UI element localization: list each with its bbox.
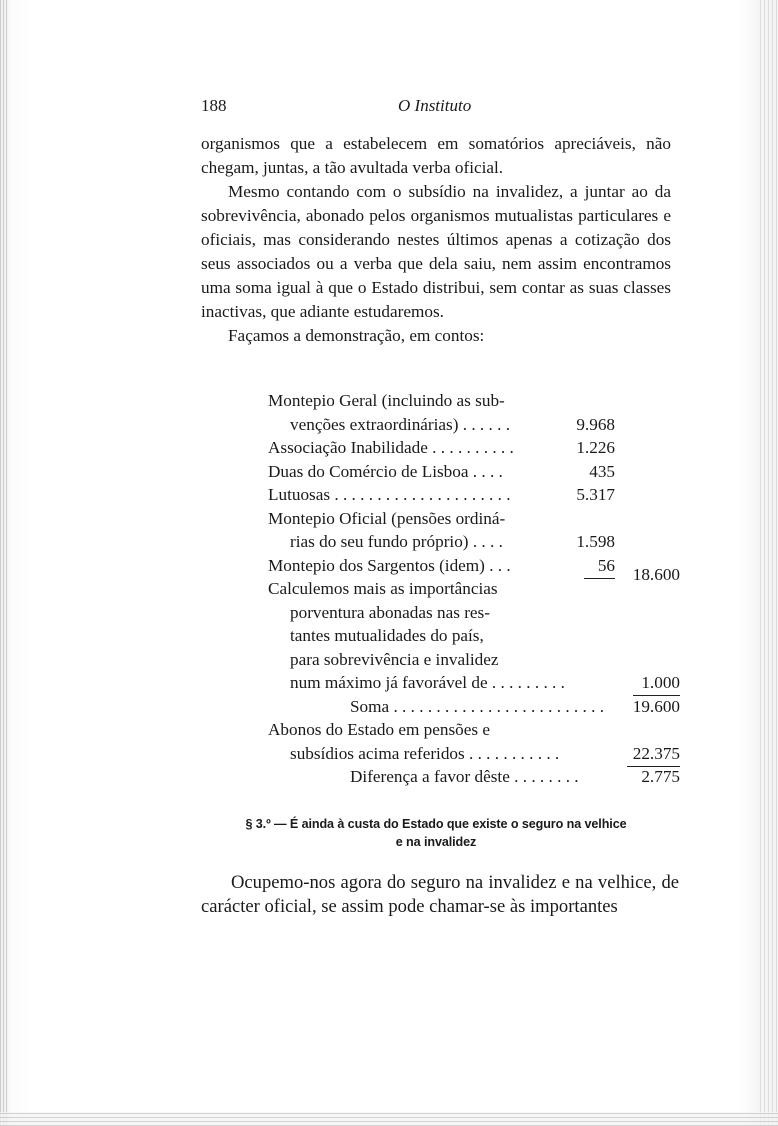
soma-label: Soma . . . . . . . . . . . . . . . . . . . . . . . . . — [350, 696, 604, 716]
row-value: 435 — [589, 461, 615, 481]
page-edge-bottom — [0, 1112, 778, 1126]
table-row — [268, 413, 680, 437]
row-value: 1.226 — [576, 438, 615, 457]
paragraph-3: Façamos a demonstração, em contos: — [228, 326, 485, 345]
row-label: rias do seu fundo próprio) . . . . — [290, 532, 503, 551]
page-edge-left — [0, 0, 8, 1126]
paragraph-1: organismos que a estabelecem em somatórios apreciáveis, não chegam, juntas, a tão avultada verba oficial. — [201, 134, 671, 177]
row-label: tantes mutualidades do país, — [290, 626, 484, 645]
table-row — [268, 718, 680, 742]
row-label: Abonos do Estado em pensões e — [268, 720, 490, 739]
page-edge-right — [760, 0, 778, 1126]
contos-table — [268, 389, 680, 789]
table-row — [268, 765, 680, 789]
row-label: num máximo já favorável de . . . . . . . . . — [290, 673, 565, 692]
page-header — [201, 96, 671, 122]
row-label: porventura abonadas nas res- — [290, 602, 490, 622]
table-row — [268, 460, 680, 484]
final-paragraph: Ocupemo-nos agora do seguro na invalidez e na velhice, de carácter oficial, se assim pode chamar-se às importantes — [201, 872, 679, 917]
body-text — [201, 132, 671, 348]
table-row — [268, 742, 680, 766]
row-value: 5.317 — [576, 485, 615, 504]
row-label: subsídios acima referidos . . . . . . . . . . . — [290, 743, 560, 763]
table-row — [268, 483, 680, 507]
section-heading-line-2: e na invalidez — [395, 835, 477, 849]
row-value: 9.968 — [576, 414, 615, 434]
table-row — [268, 624, 680, 648]
row-label: para sobrevivência e invalidez — [290, 649, 499, 669]
row-label: Associação Inabilidade . . . . . . . . . . — [268, 438, 514, 457]
table-row — [268, 389, 680, 413]
row-label: Montepio dos Sargentos (idem) . . . — [268, 555, 511, 575]
difference-total: 2.775 — [641, 767, 680, 786]
soma-total: 19.600 — [632, 696, 680, 716]
section-heading-line-1: § 3.º — É ainda à custa do Estado que existe o seguro na velhice — [245, 817, 627, 831]
row-total: 1.000 — [633, 671, 680, 696]
table-row — [268, 554, 680, 584]
row-label: venções extraordinárias) . . . . . . — [290, 414, 511, 434]
row-value: 56 — [584, 554, 615, 579]
row-total: 22.375 — [627, 742, 680, 767]
running-title: O Instituto — [398, 96, 472, 115]
table-row — [268, 648, 680, 672]
row-value: 1.598 — [576, 532, 615, 551]
table-row — [268, 577, 680, 601]
table-row — [268, 436, 680, 460]
table-row — [268, 695, 680, 719]
subtotal-value: 18.600 — [632, 564, 680, 584]
table-row — [268, 530, 680, 554]
table-row — [268, 601, 680, 625]
page-number: 188 — [201, 96, 227, 115]
table-row — [268, 507, 680, 531]
row-label: Lutuosas . . . . . . . . . . . . . . . . . . . . . — [268, 485, 511, 504]
table-row — [268, 671, 680, 695]
row-label: Duas do Comércio de Lisboa . . . . — [268, 461, 503, 481]
row-label: Montepio Oficial (pensões ordiná- — [268, 508, 506, 528]
section-heading — [201, 815, 671, 851]
row-label: Montepio Geral (incluindo as sub- — [268, 391, 505, 410]
paragraph-2: Mesmo contando com o subsídio na invalidez, a juntar ao da sobrevivência, abonado pelos organismos mutualistas particulares e oficiais, mas considerando nestes últimos apenas a cotização dos seus associados ou a verba que dela saiu, nem assim encontramos uma soma igual à que o Estado distribui, sem contar as suas classes inactivas, que adiante estudaremos. — [201, 182, 671, 321]
row-label: Calculemos mais as importâncias — [268, 579, 498, 598]
final-text — [201, 871, 679, 919]
difference-label: Diferença a favor dêste . . . . . . . . — [350, 767, 579, 786]
